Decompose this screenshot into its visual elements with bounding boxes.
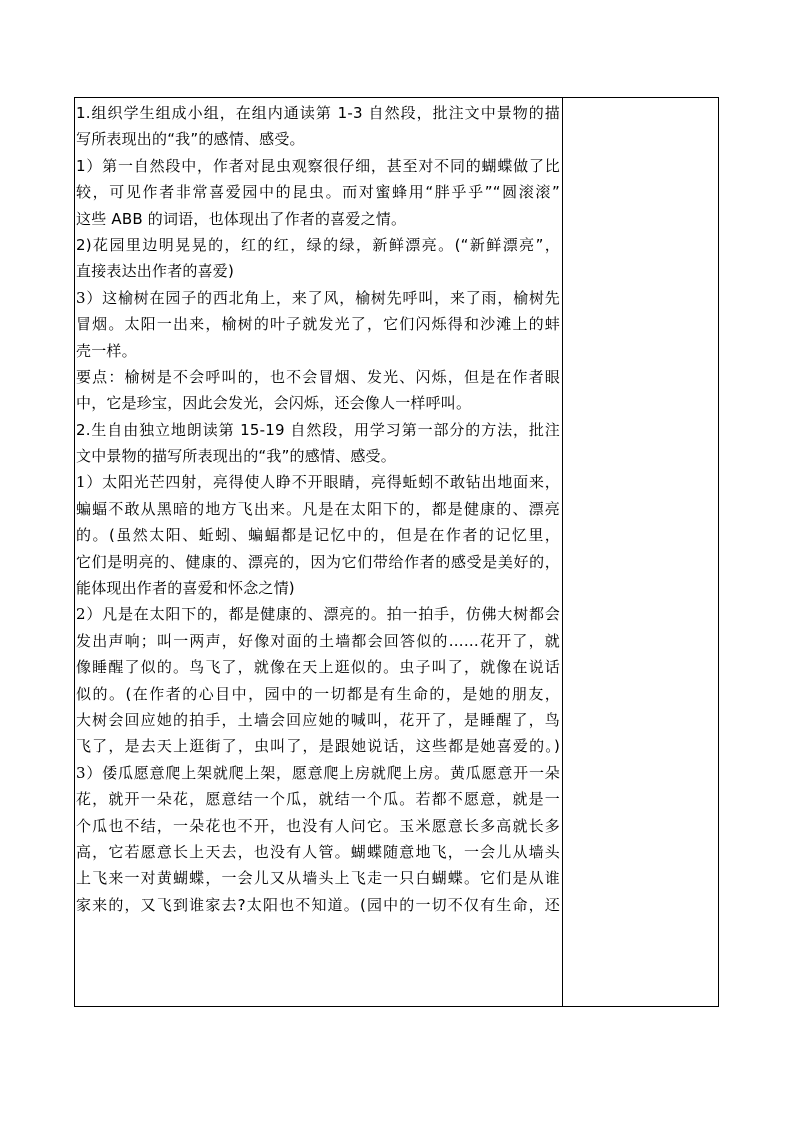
text-line: 3）倭瓜愿意爬上架就爬上架，愿意爬上房就爬上房。黄瓜愿意开一朵	[76, 763, 560, 782]
text-line: 像睡醒了似的。鸟飞了，就像在天上逛似的。虫子叫了，就像在说话	[76, 658, 560, 677]
text-line: 飞了，是去天上逛街了，虫叫了，是跟她说话，这些都是她喜爱的。)	[76, 737, 560, 756]
text-line: 1.组织学生组成小组，在组内通读第 1-3 自然段，批注文中景物的描	[76, 104, 560, 122]
text-line: 壳一样。	[76, 341, 137, 360]
text-line: 这些 ABB 的词语，也体现出了作者的喜爱之情。	[76, 209, 407, 228]
text-line: 高，它若愿意长上天去，也没有人管。蝴蝶随意地飞，一会儿从墙头	[76, 842, 560, 861]
text-line: 写所表现出的“我”的感情、感受。	[76, 130, 305, 149]
text-line: 大树会回应她的拍手，土墙会回应她的喊叫，花开了，是睡醒了，鸟	[76, 710, 560, 729]
notes-cell	[563, 98, 718, 1006]
text-line: 个瓜也不结，一朵花也不开，也没有人问它。玉米愿意长多高就长多	[76, 816, 560, 835]
text-line: 能体现出作者的喜爱和怀念之情)	[76, 579, 295, 598]
text-line: 要点：榆树是不会呼叫的，也不会冒烟、发光、闪烁，但是在作者眼	[76, 367, 560, 386]
text-line: 花，就开一朵花，愿意结一个瓜，就结一个瓜。若都不愿意，就是一	[76, 790, 560, 809]
text-line: 蝙蝠不敢从黑暗的地方飞出来。凡是在太阳下的，都是健康的、漂亮	[76, 499, 560, 518]
text-line: 发出声响；叫一两声，好像对面的土墙都会回答似的……花开了，就	[76, 631, 560, 650]
text-line: 似的。(在作者的心目中，园中的一切都是有生命的，是她的朋友，	[76, 684, 560, 703]
text-line: 的。(虽然太阳、蚯蚓、蝙蝠都是记忆中的，但是在作者的记忆里，	[76, 526, 560, 545]
text-line: 1）太阳光芒四射，亮得使人睁不开眼睛，亮得蚯蚓不敢钻出地面来，	[76, 473, 560, 492]
text-line: 2)花园里边明晃晃的，红的红，绿的绿，新鲜漂亮。(“新鲜漂亮”，	[76, 235, 560, 254]
text-line: 3）这榆树在园子的西北角上，来了风，榆树先呼叫，来了雨，榆树先	[76, 288, 560, 307]
teaching-process-cell	[76, 100, 560, 1005]
text-line: 文中景物的描写所表现出的“我”的感情、感受。	[76, 447, 396, 466]
text-line: 家来的，又飞到谁家去?太阳也不知道。(园中的一切不仅有生命，还	[76, 895, 560, 914]
text-line: 上飞来一对黄蝴蝶，一会儿又从墙头上飞走一只白蝴蝶。它们是从谁	[76, 869, 560, 888]
text-line: 较，可见作者非常喜爱园中的昆虫。而对蜜蜂用“胖乎乎”“圆滚滚”	[76, 183, 560, 202]
text-line: 中，它是珍宝，因此会发光，会闪烁，还会像人一样呼叫。	[76, 394, 472, 413]
text-line: 1）第一自然段中，作者对昆虫观察很仔细，甚至对不同的蝴蝶做了比	[76, 156, 560, 175]
text-line: 冒烟。太阳一出来，榆树的叶子就发光了，它们闪烁得和沙滩上的蚌	[76, 315, 560, 334]
text-line: 它们是明亮的、健康的、漂亮的，因为它们带给作者的感受是美好的，	[76, 552, 560, 571]
text-line: 2）凡是在太阳下的，都是健康的、漂亮的。拍一拍手，仿佛大树都会	[76, 605, 560, 624]
text-line: 2.生自由独立地朗读第 15-19 自然段，用学习第一部分的方法，批注	[76, 420, 560, 439]
text-line: 直接表达出作者的喜爱)	[76, 262, 235, 281]
